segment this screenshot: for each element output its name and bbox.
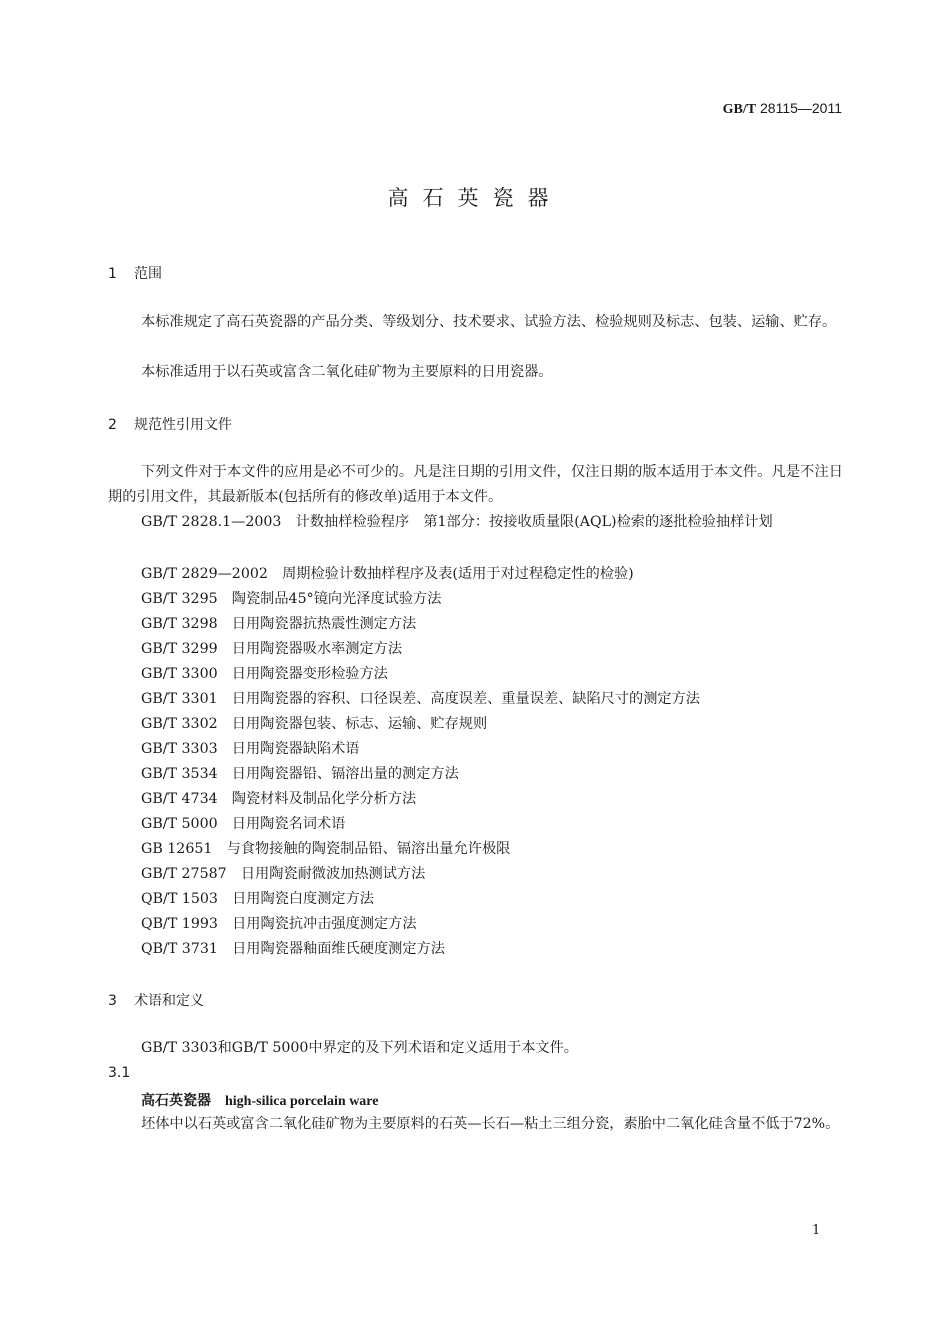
page-number: 1: [812, 1223, 821, 1238]
reference-item: GB/T 5000 日用陶瓷名词术语: [141, 816, 346, 832]
terms-intro: GB/T 3303和GB/T 5000中界定的及下列术语和定义适用于本文件。: [141, 1040, 578, 1056]
reference-item: GB/T 3295 陶瓷制品45°镜向光泽度试验方法: [141, 591, 442, 607]
section-number: 1: [108, 266, 117, 282]
reference-item: GB/T 4734 陶瓷材料及制品化学分析方法: [141, 791, 417, 807]
term-chinese: 高石英瓷器: [141, 1093, 211, 1109]
term-english: high-silica porcelain ware: [225, 1094, 379, 1109]
reference-item: GB/T 3534 日用陶瓷器铅、镉溶出量的测定方法: [141, 766, 459, 782]
document-title: 高石英瓷器: [387, 186, 563, 210]
standard-prefix: GB/T: [722, 102, 757, 117]
reference-item: GB/T 3300 日用陶瓷器变形检验方法: [141, 666, 388, 682]
section-number: 3: [108, 993, 117, 1009]
reference-item: GB/T 3303 日用陶瓷器缺陷术语: [141, 741, 360, 757]
reference-item: GB 12651 与食物接触的陶瓷制品铅、镉溶出量允许极限: [141, 841, 511, 857]
term-definition: 坯体中以石英或富含二氧化硅矿物为主要原料的石英—长石—粘土三组分瓷，素胎中二氧化硅含量不低于72%。: [141, 1116, 840, 1132]
reference-item: GB/T 2829—2002 周期检验计数抽样程序及表(适用于对过程稳定性的检验): [141, 566, 634, 582]
scope-paragraph-2: 本标准适用于以石英或富含二氧化硅矿物为主要原料的日用瓷器。: [141, 364, 553, 380]
reference-item: GB/T 3298 日用陶瓷器抗热震性测定方法: [141, 616, 417, 632]
section-3-heading: [108, 990, 204, 1010]
reference-item: QB/T 1503 日用陶瓷白度测定方法: [141, 891, 374, 907]
reference-item: GB/T 27587 日用陶瓷耐微波加热测试方法: [141, 866, 426, 882]
normative-intro: 下列文件对于本文件的应用是必不可少的。凡是注日期的引用文件，仅注日期的版本适用于本文件。凡是不注日期的引用文件，其最新版本(包括所有的修改单)适用于本文件。: [108, 464, 843, 505]
term-number: 3.1: [108, 1065, 131, 1081]
reference-item: GB/T 3302 日用陶瓷器包装、标志、运输、贮存规则: [141, 716, 488, 732]
standard-number: 28115—2011: [760, 100, 842, 116]
section-number: 2: [108, 417, 117, 433]
reference-item: QB/T 3731 日用陶瓷器釉面维氏硬度测定方法: [141, 941, 445, 957]
section-1-heading: [108, 263, 162, 283]
reference-item: GB/T 3299 日用陶瓷器吸水率测定方法: [141, 641, 403, 657]
reference-item: GB/T 2828.1—2003 计数抽样检验程序 第1部分：按接收质量限(AQL)检索的逐批检验抽样计划: [141, 514, 773, 530]
section-2-heading: [108, 414, 232, 434]
term-entry: [141, 1090, 378, 1110]
section-title: 规范性引用文件: [134, 417, 232, 433]
reference-item: QB/T 1993 日用陶瓷抗冲击强度测定方法: [141, 916, 417, 932]
section-title: 术语和定义: [134, 993, 204, 1009]
scope-paragraph-1: 本标准规定了高石英瓷器的产品分类、等级划分、技术要求、试验方法、检验规则及标志、包装、运输、贮存。: [141, 314, 837, 330]
reference-item: GB/T 3301 日用陶瓷器的容积、口径误差、高度误差、重量误差、缺陷尺寸的测定方法: [141, 691, 700, 707]
standard-code: [0, 100, 842, 118]
section-title: 范围: [134, 266, 162, 282]
